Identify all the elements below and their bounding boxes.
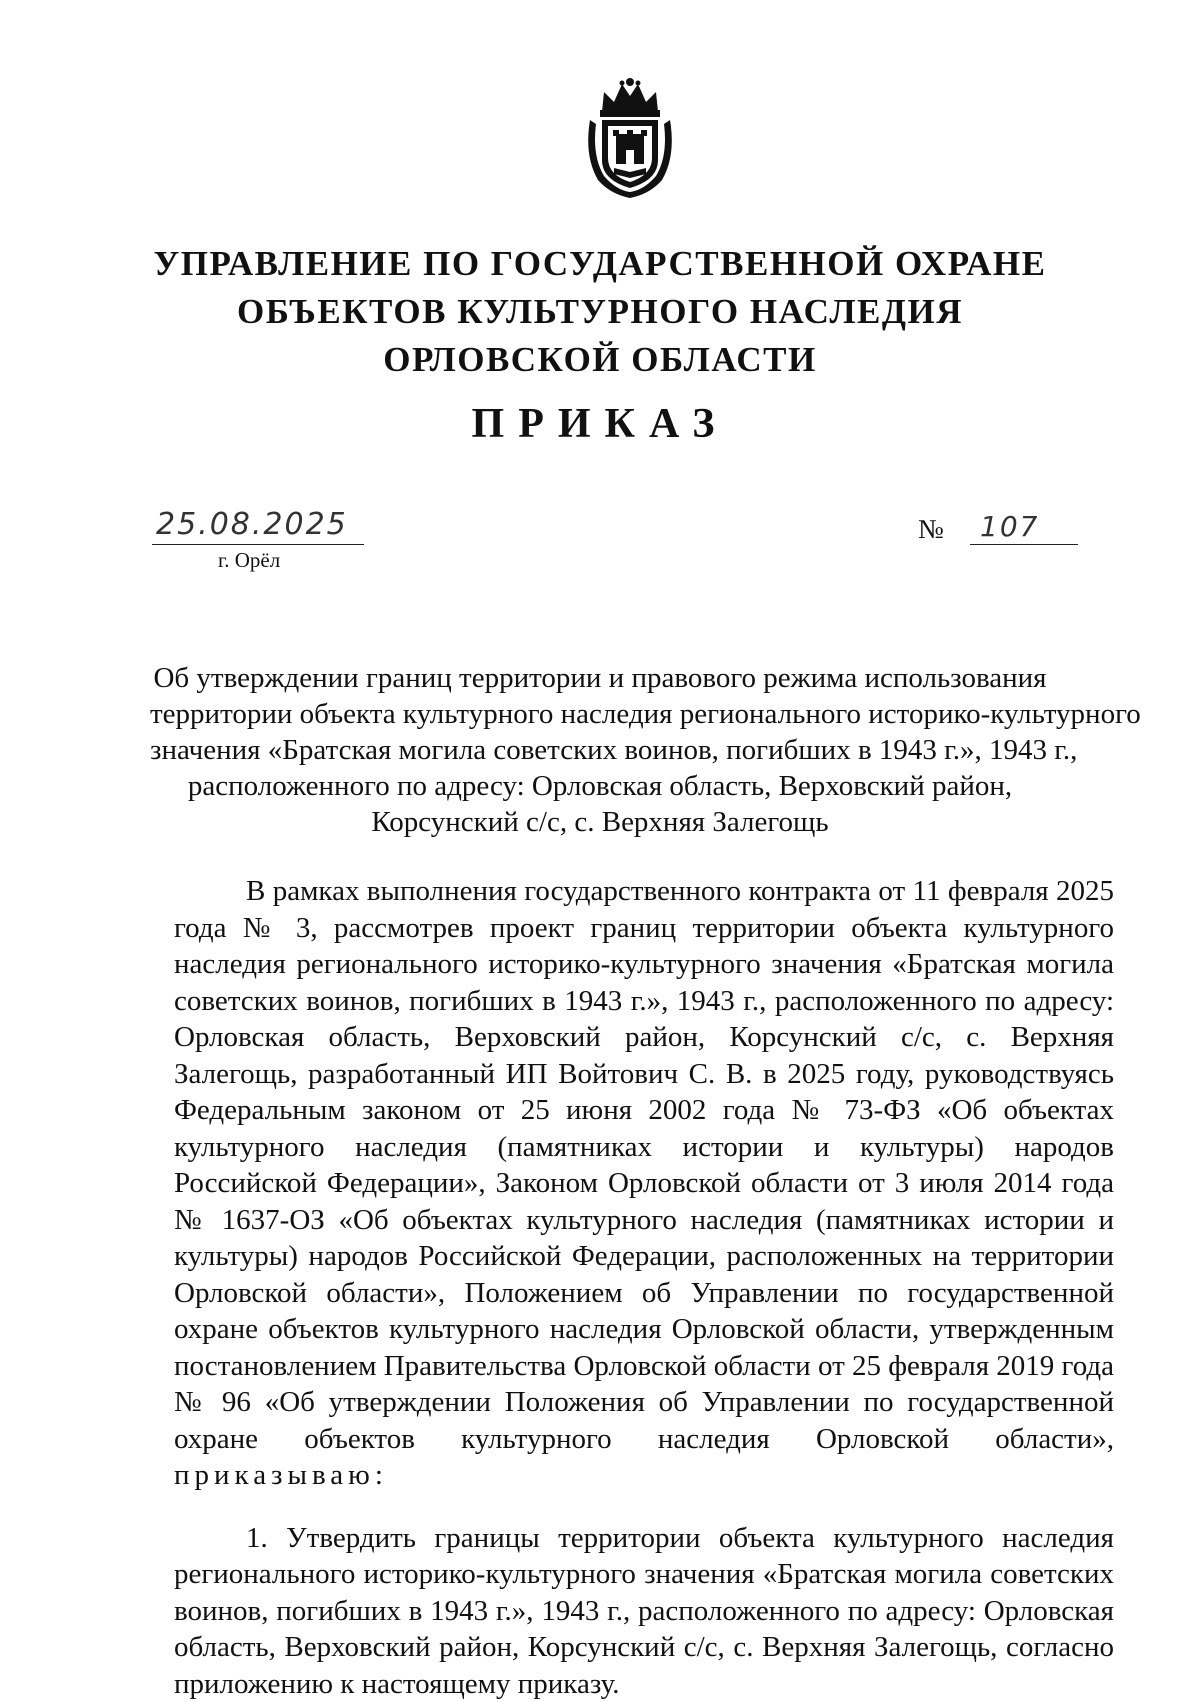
order-word: приказываю: xyxy=(174,1459,388,1491)
coat-of-arms-emblem xyxy=(584,76,676,200)
coat-of-arms-icon xyxy=(584,76,676,200)
preamble-text: В рамках выполнения государственного контракта от 11 февраля 2025 года № 3, рассмотрев проект границ территории объекта культурного наследия регионального историко-культурного значения «Братская могила советских воинов, погибших в 1943 г.», 1943 г., расположенного по адресу: Орловская область, Верховский район, Корсунский с/с, с. Верхняя Залегощь, разработанный ИП Войтович С. В. в 2025 году, руководствуясь Федеральным законом от 25 июня 2002 года № 73-ФЗ «Об объектах культурного наследия (памятниках истории и культуры) народов Российской Федерации», Законом Орловской области от 3 июля 2014 года № 1637-ОЗ «Об объектах культурного наследия (памятниках истории и культуры) народов Российской Федерации, расположенных на территории Орловской области», Положением об Управлении по государственной охране объектов культурного наследия Орловской области, утвержденным постановлением Правительства Орловской области от 25 февраля 2019 года № 96 «Об утверждении Положения об Управлении по государственной охране объектов культурного наследия Орловской области», xyxy=(174,875,1114,1455)
date-block xyxy=(152,504,364,545)
order-number-block xyxy=(918,508,1078,548)
order-body xyxy=(174,873,1114,1702)
organization-name xyxy=(150,240,1050,384)
subject-line: Корсунский с/с, с. Верхняя Залегощь xyxy=(150,804,1050,840)
handwritten-order-number: 107 xyxy=(970,508,1078,545)
organization-line: ОБЪЕКТОВ КУЛЬТУРНОГО НАСЛЕДИЯ xyxy=(150,288,1050,336)
handwritten-date: 25.08.2025 xyxy=(152,504,364,545)
subject-line: расположенного по адресу: Орловская область, Верховский район, xyxy=(150,768,1050,804)
subject-line: Об утверждении границ территории и правового режима использования xyxy=(150,660,1050,696)
number-sign: № xyxy=(918,514,944,545)
subject-line: территории объекта культурного наследия регионального историко-культурного xyxy=(150,696,1050,732)
order-item-1: 1. Утвердить границы территории объекта культурного наследия регионального историко-культурного значения «Братская могила советских воинов, погибших в 1943 г.», 1943 г., расположенного по адресу: Орловская область, Верховский район, Корсунский с/с, с. Верхняя Залегощь, согласно приложению к настоящему приказу. xyxy=(174,1520,1114,1702)
document-type-title: ПРИКАЗ xyxy=(300,400,900,448)
order-subject xyxy=(150,660,1050,840)
organization-line: УПРАВЛЕНИЕ ПО ГОСУДАРСТВЕННОЙ ОХРАНЕ xyxy=(150,240,1050,288)
preamble-paragraph xyxy=(174,873,1114,1494)
subject-line: значения «Братская могила советских воинов, погибших в 1943 г.», 1943 г., xyxy=(150,732,1050,768)
city-name: г. Орёл xyxy=(218,548,280,573)
organization-line: ОРЛОВСКОЙ ОБЛАСТИ xyxy=(150,336,1050,384)
